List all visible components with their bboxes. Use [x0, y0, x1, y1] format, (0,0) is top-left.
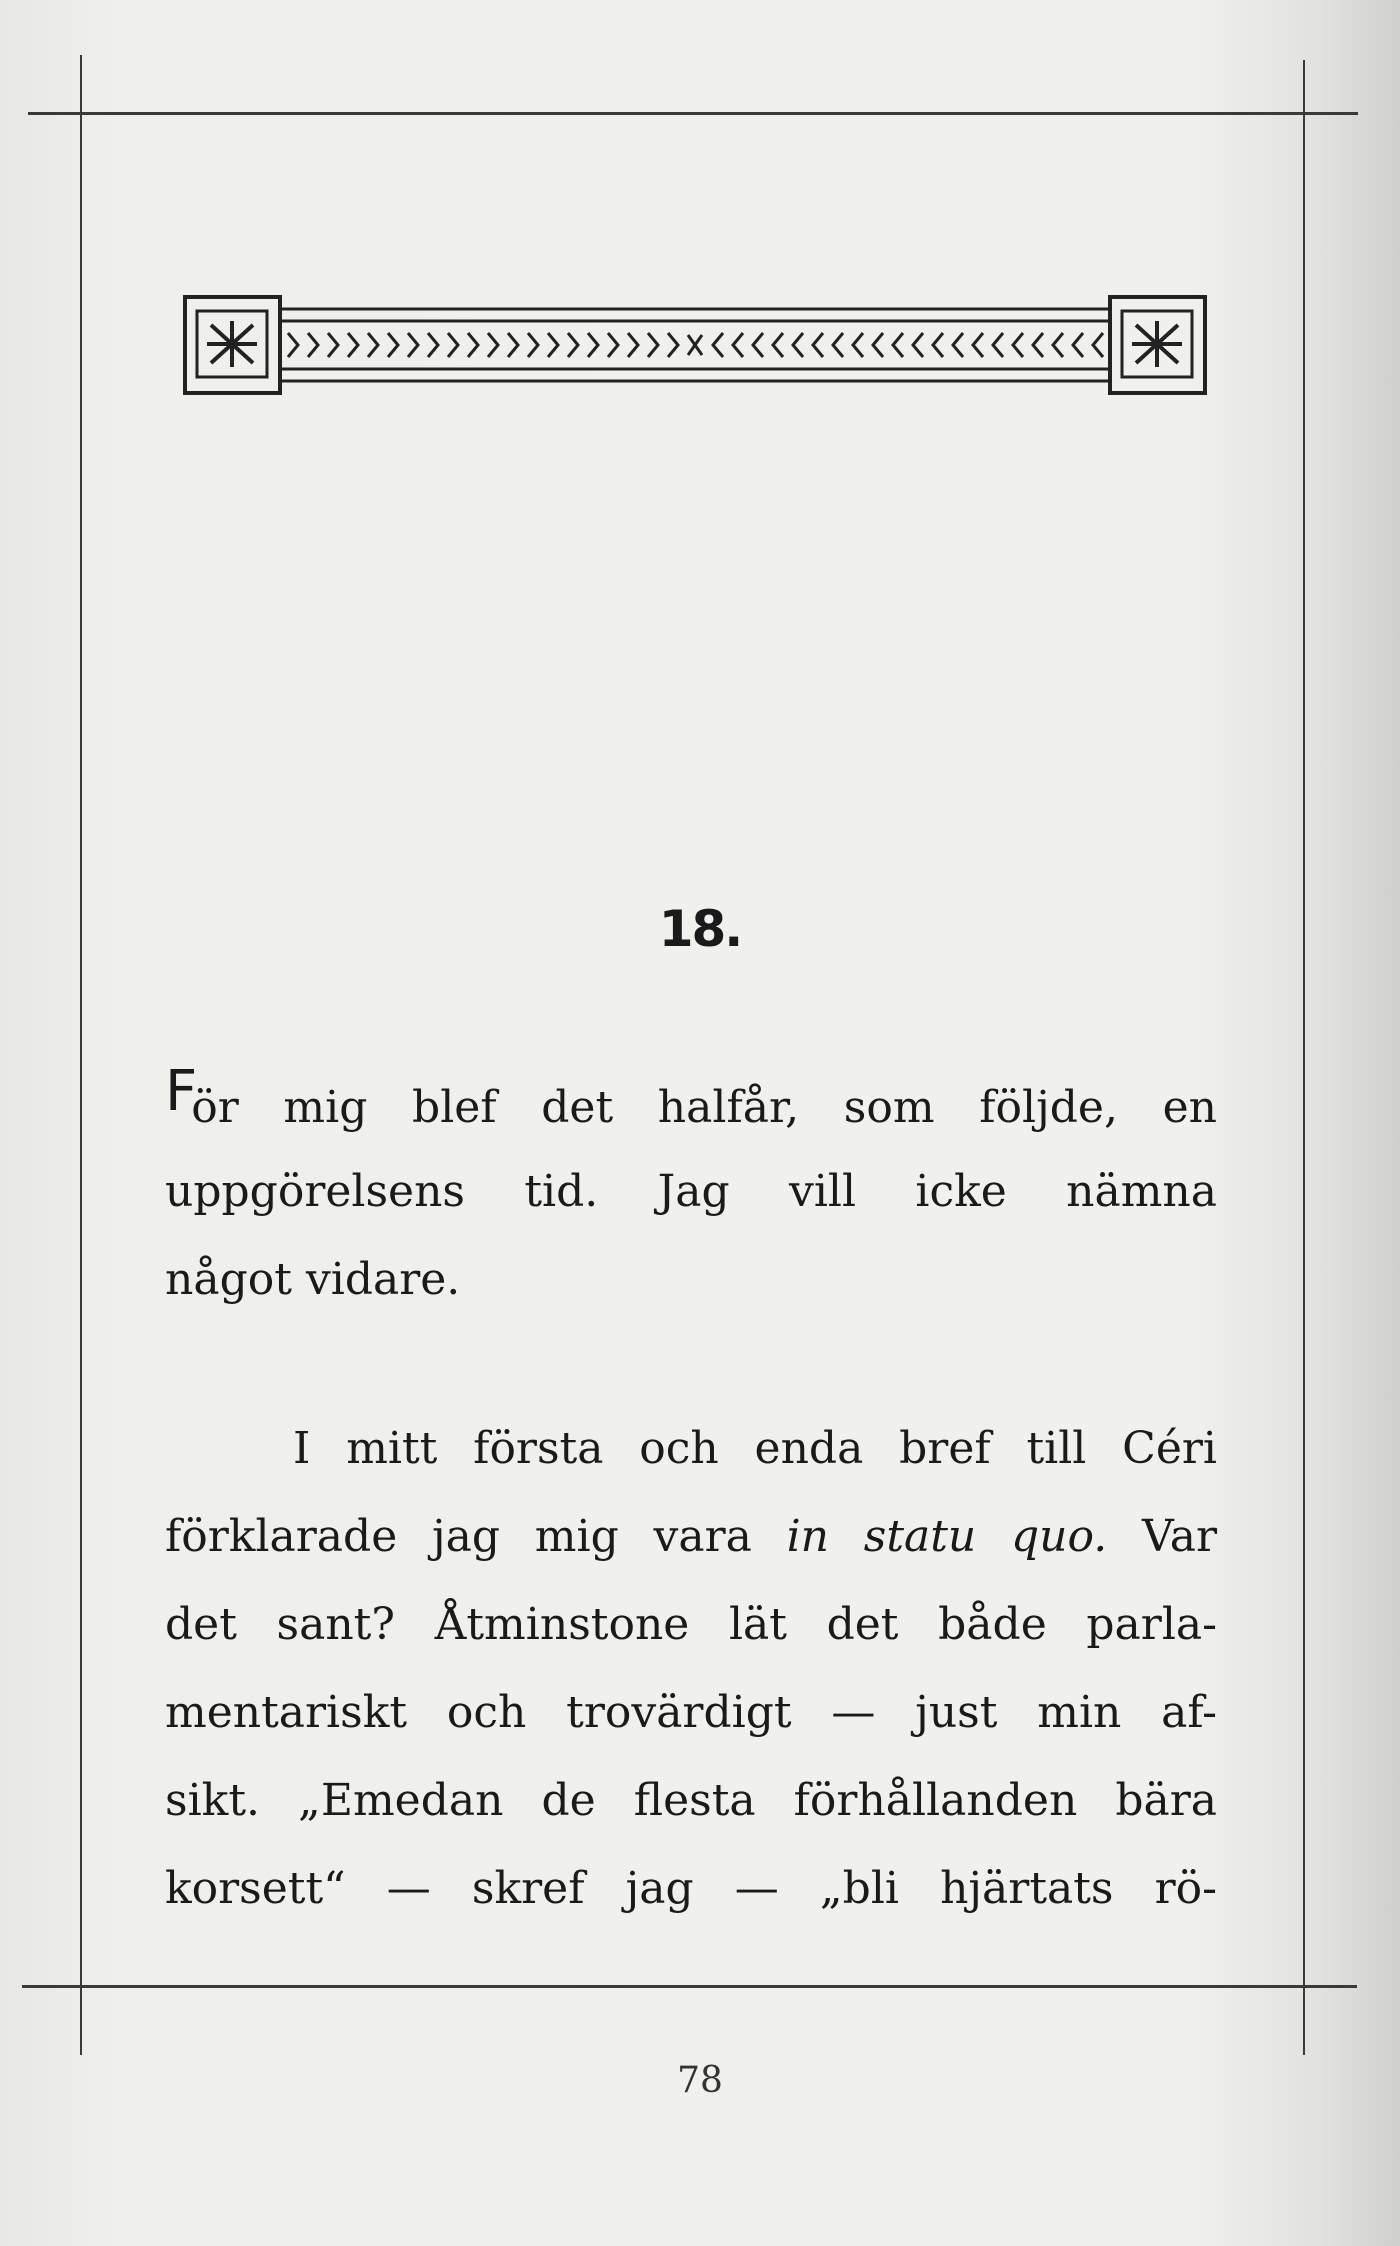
text-line: det sant? Åtminstone lät det både parla-	[165, 1599, 1217, 1650]
frame-left-rule	[80, 55, 82, 2055]
paragraph-2	[165, 1405, 1217, 1933]
text-line: mentariskt och trovärdigt — just min af-	[165, 1687, 1217, 1738]
ornament-header-band	[183, 295, 1207, 395]
frame-bottom-rule	[22, 1985, 1357, 1988]
paragraph-1	[165, 1060, 1217, 1324]
text-line: uppgörelsens tid. Jag vill icke nämna	[165, 1166, 1217, 1217]
text-line	[165, 1493, 1217, 1581]
text-line: något vidare.	[165, 1254, 461, 1305]
frame-right-rule	[1303, 60, 1305, 2055]
page-number: 78	[677, 2060, 723, 2101]
line-text: ör mig blef det halfår, som följde, en	[191, 1082, 1217, 1133]
text-line: I mitt första och enda bref till Céri	[293, 1423, 1217, 1474]
italic-phrase: in statu quo.	[786, 1511, 1108, 1562]
text-line: sikt. „Emedan de flesta förhållanden bära	[165, 1775, 1217, 1826]
frame-top-rule	[28, 112, 1358, 115]
text-line: korsett“ — skref jag — „bli hjärtats rö-	[165, 1863, 1217, 1914]
chapter-number: 18.	[658, 900, 742, 958]
text-line	[165, 1060, 1217, 1148]
line-text: förklarade jag mig vara	[165, 1511, 787, 1562]
line-text: Var	[1107, 1511, 1217, 1562]
drop-cap: F	[165, 1059, 198, 1124]
